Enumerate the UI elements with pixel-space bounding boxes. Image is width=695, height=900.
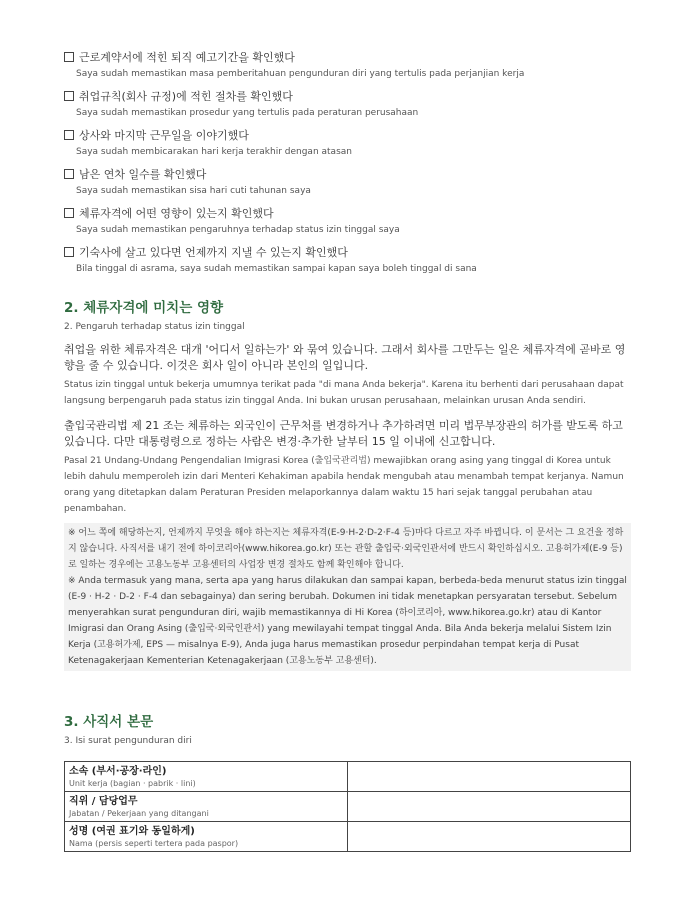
checklist-item-ko: 기숙사에 살고 있다면 언제까지 지낼 수 있는지 확인했다 <box>79 246 348 259</box>
paragraph-id: Status izin tinggal untuk bekerja umumnya terikat pada "di mana Anda bekerja". Karena itu berhenti dari perusahaan dapat langsung berpengaruh pada status izin tinggal Anda. Ini bukan urusan perusahaan, melainkan urusan Anda sendiri. <box>64 380 624 406</box>
checklist-item[interactable] <box>64 89 631 119</box>
checklist-item-id: Saya sudah memastikan masa pemberitahuan pengunduran diri yang tertulis pada perjanjian kerja <box>76 69 525 79</box>
field-label-id: Unit kerja (bagian · pabrik · lini) <box>69 778 196 788</box>
checklist <box>64 50 631 275</box>
notice-id: ※ Anda termasuk yang mana, serta apa yang harus dilakukan dan sampai kapan, berbeda-beda menurut status izin tinggal (E-9 · H-2 · D-2 · F-4 dan sebagainya) dan sering berubah. Dokumen ini tidak menetapkan persyaratan tersebut. Sebelum menyerahkan surat pengunduran diri, wajib memastikannya di Hi Korea (하이코리아, www.hikorea.go.kr) atau di Kantor Imigrasi dan Orang Asing (출입국·외국인관서) yang mewilayahi tempat tinggal Anda. Bila Anda bekerja melalui Sistem Izin Kerja (고용허가제, EPS — misalnya E-9), Anda juga harus memastikan prosedur perpindahan tempat kerja di Pusat Ketenagakerjaan Kementerian Ketenagakerjaan (고용노동부 고용센터). <box>68 576 627 666</box>
paragraph-ko: 취업을 위한 체류자격은 대개 '어디서 일하는가' 와 묶여 있습니다. 그래서 회사를 그만두는 일은 체류자격에 곧바로 영향을 줄 수 있습니다. 이것은 회사 일이 아니라 본인의 일입니다. <box>64 343 626 372</box>
notice-box <box>64 523 631 671</box>
checkbox[interactable] <box>64 208 74 218</box>
checklist-item-ko: 체류자격에 어떤 영향이 있는지 확인했다 <box>79 207 274 220</box>
field-value-cell[interactable] <box>348 792 631 822</box>
table-row <box>65 822 631 852</box>
checkbox[interactable] <box>64 52 74 62</box>
paragraph-ko: 출입국관리법 제 21 조는 체류하는 외국인이 근무처를 변경하거나 추가하려면 미리 법무부장관의 허가를 받도록 하고 있습니다. 다만 대통령령으로 정하는 사람은 변경·추가한 날부터 15 일 이내에 신고합니다. <box>64 419 623 448</box>
info-table <box>64 761 631 852</box>
section-subtitle: 2. Pengaruh terhadap status izin tinggal <box>64 322 245 332</box>
checklist-item-ko: 상사와 마지막 근무일을 이야기했다 <box>79 129 249 142</box>
checklist-item[interactable] <box>64 206 631 236</box>
table-row <box>65 792 631 822</box>
checklist-item-ko: 남은 연차 일수를 확인했다 <box>79 168 207 181</box>
checklist-item[interactable] <box>64 128 631 158</box>
section-title: 2. 체류자격에 미치는 영향 <box>64 300 224 316</box>
field-value-cell[interactable] <box>348 822 631 852</box>
field-label-id: Jabatan / Pekerjaan yang ditangani <box>69 808 209 818</box>
checklist-item-id: Saya sudah memastikan pengaruhnya terhadap status izin tinggal saya <box>76 225 400 235</box>
paragraph-id: Pasal 21 Undang-Undang Pengendalian Imigrasi Korea (출입국관리법) mewajibkan orang asing yang tinggal di Korea untuk lebih dahulu memperoleh izin dari Menteri Kehakiman apabila hendak mengubah atau menambah tempat kerjanya. Namun orang yang ditetapkan dalam Peraturan Presiden melaporkannya dalam waktu 15 hari sejak tanggal perubahan atau penambahan. <box>64 456 624 514</box>
field-label-cell <box>65 792 348 822</box>
table-row <box>65 762 631 792</box>
section-subtitle: 3. Isi surat pengunduran diri <box>64 736 192 746</box>
checklist-item-id: Bila tinggal di asrama, saya sudah memastikan sampai kapan saya boleh tinggal di sana <box>76 264 477 274</box>
checklist-item-ko: 근로계약서에 적힌 퇴직 예고기간을 확인했다 <box>79 51 295 64</box>
checkbox[interactable] <box>64 130 74 140</box>
field-value-cell[interactable] <box>348 762 631 792</box>
checklist-item-id: Saya sudah memastikan prosedur yang tertulis pada peraturan perusahaan <box>76 108 419 118</box>
checkbox[interactable] <box>64 247 74 257</box>
checklist-item-id: Saya sudah memastikan sisa hari cuti tahunan saya <box>76 186 311 196</box>
checklist-item-id: Saya sudah membicarakan hari kerja terakhir dengan atasan <box>76 147 352 157</box>
checklist-item[interactable] <box>64 50 631 80</box>
checklist-item[interactable] <box>64 167 631 197</box>
section-title: 3. 사직서 본문 <box>64 714 154 730</box>
checkbox[interactable] <box>64 169 74 179</box>
section-3 <box>64 713 631 852</box>
field-label-ko: 직위 / 담당업무 <box>69 795 138 807</box>
section-2 <box>64 299 631 671</box>
checklist-item[interactable] <box>64 245 631 275</box>
checklist-item-ko: 취업규칙(회사 규정)에 적힌 절차를 확인했다 <box>79 90 293 103</box>
notice-ko: ※ 어느 쪽에 해당하는지, 언제까지 무엇을 해야 하는지는 체류자격(E-9·H-2·D-2·F-4 등)마다 다르고 자주 바뀝니다. 이 문서는 그 요건을 정하지 않습니다. 사직서를 내기 전에 하이코리아(www.hikorea.go.kr) 또는 관할 출입국·외국인관서에 반드시 확인하십시오. 고용허가제(E-9 등)로 일하는 경우에는 고용노동부 고용센터의 사업장 변경 절차도 함께 확인해야 합니다. <box>68 528 624 570</box>
field-label-id: Nama (persis seperti tertera pada paspor) <box>69 838 239 848</box>
checkbox[interactable] <box>64 91 74 101</box>
field-label-cell <box>65 822 348 852</box>
field-label-cell <box>65 762 348 792</box>
field-label-ko: 소속 (부서·공장·라인) <box>69 765 167 777</box>
field-label-ko: 성명 (여권 표기와 동일하게) <box>69 825 195 837</box>
